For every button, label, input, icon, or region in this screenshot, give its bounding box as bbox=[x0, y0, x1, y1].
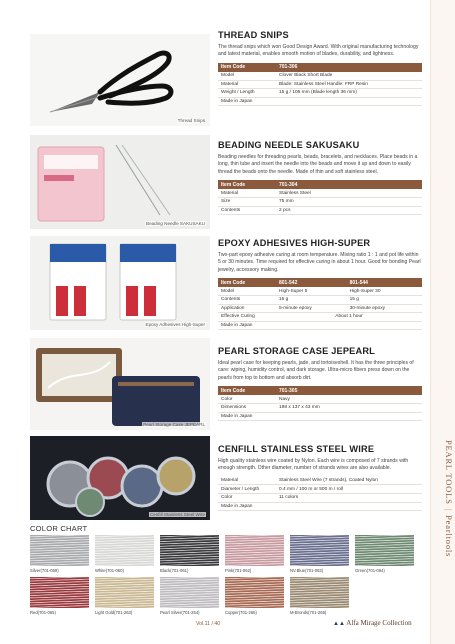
spec-head-value: 701-305 bbox=[276, 386, 422, 395]
spec-value: 5-minute epoxy bbox=[276, 304, 347, 313]
spec-value: 2 pcs bbox=[276, 206, 422, 215]
color-swatch bbox=[95, 577, 154, 615]
product-title: EPOXY ADHESIVES HIGH-SUPER bbox=[218, 238, 371, 248]
swatch-label: Red(701-065) bbox=[30, 610, 56, 615]
swatch-image bbox=[30, 535, 89, 566]
photo-caption: Beading Needle SAKUSAKU bbox=[146, 221, 205, 226]
spec-key: Made in Japan bbox=[218, 412, 276, 421]
product-title: BEADING NEEDLE SAKUSAKU bbox=[218, 140, 360, 150]
color-swatch bbox=[160, 535, 219, 573]
spec-key: Dimensions bbox=[218, 404, 276, 413]
spec-table bbox=[218, 477, 422, 511]
swatch-image bbox=[160, 535, 219, 566]
product-info bbox=[218, 238, 422, 330]
product-photo bbox=[30, 436, 210, 520]
spec-value bbox=[276, 97, 422, 106]
photo-caption: Thread Snips bbox=[177, 118, 205, 123]
swatch-label: White(701-060) bbox=[95, 568, 124, 573]
spec-value: 11 colors bbox=[276, 494, 422, 503]
swatch-image bbox=[355, 535, 414, 566]
swatch-label: Black(701-061) bbox=[160, 568, 189, 573]
sidebar-separator: | bbox=[444, 508, 454, 512]
spec-head-key: Item Code bbox=[218, 180, 276, 189]
swatch-image bbox=[225, 535, 284, 566]
product-description: Two-part epoxy adhesive curing at room temperature. Mixing ratio 1 : 1 and pot life within 5 or 30 minutes. Time required for effective curing in about 1 hour. Good for bonding Pearl jewelry, accessory making. bbox=[218, 252, 421, 273]
color-swatch bbox=[30, 577, 89, 615]
spec-table bbox=[218, 278, 422, 330]
product-description: High quality stainless wire coated by Nylon. Each wire is composed of 7 strands with enough strength. Other diameter, number of strands wires are also available. bbox=[218, 458, 409, 472]
product-photo bbox=[30, 338, 210, 430]
spec-key: Made in Japan bbox=[218, 97, 276, 106]
spec-value: Clover Black Short Blade bbox=[276, 72, 422, 80]
spec-key: Made in Japan bbox=[218, 502, 276, 511]
spec-key: Application bbox=[218, 304, 276, 313]
color-swatch bbox=[225, 535, 284, 573]
spec-key: Color bbox=[218, 494, 276, 503]
spec-key: Contents bbox=[218, 206, 276, 215]
spec-value: About 1 hour bbox=[276, 313, 422, 322]
brand-name: Alfa Mirage Collection bbox=[346, 619, 412, 627]
spec-value: High-Super 5 bbox=[276, 287, 347, 295]
wire-spools-icon bbox=[30, 436, 210, 520]
swatch-image bbox=[95, 535, 154, 566]
spec-value: 15 g / 105 mm (Blade length 36 mm) bbox=[276, 89, 422, 98]
swatch-label: M-Bronds(701-266) bbox=[290, 610, 327, 615]
swatch-image bbox=[225, 577, 284, 608]
spec-key: Made in Japan bbox=[218, 321, 276, 330]
swatch-label: Pearl Silver(701-264) bbox=[160, 610, 200, 615]
swatch-image bbox=[290, 535, 349, 566]
product-title: THREAD SNIPS bbox=[218, 30, 289, 40]
swatch-label: Green(701-064) bbox=[355, 568, 385, 573]
swatch-label: Silver(701-059) bbox=[30, 568, 59, 573]
product-description: Beading needles for threading pearls, beads, bracelets, and necklaces. Place beads in a long, thin tube and insert the needle into the beads and move it up and down to easily thread the beads onto the needle. Made of thin and soft stainless steel. bbox=[218, 154, 418, 175]
spec-head-value: 701-304 bbox=[276, 180, 422, 189]
spec-table bbox=[218, 63, 422, 107]
sidebar-title: PEARL TOOLS bbox=[444, 440, 454, 505]
needle-package-icon bbox=[30, 135, 210, 229]
spec-table bbox=[218, 386, 422, 421]
spec-value: Navy bbox=[276, 395, 422, 403]
spec-table bbox=[218, 180, 422, 215]
product-info bbox=[218, 346, 422, 421]
product-description: Ideal pearl case for keeping pearls, jade, and tortoiseshell. It has the three principles of care: wiping, humidity control, and dark storage. Ultra-micro fibers press down on the pearls from top to bottom and absorb dirt. bbox=[218, 360, 414, 381]
swatch-label: Light Gold(701-263) bbox=[95, 610, 133, 615]
spec-value: 15 g bbox=[276, 296, 347, 305]
spec-key: Material bbox=[218, 189, 276, 197]
spec-value: 75 mm bbox=[276, 198, 422, 207]
swatch-image bbox=[95, 577, 154, 608]
color-swatch bbox=[95, 535, 154, 573]
product-title: CENFILL STAINLESS STEEL WIRE bbox=[218, 444, 375, 454]
color-swatch bbox=[355, 535, 414, 573]
spec-head-key: Item Code bbox=[218, 63, 276, 72]
spec-value: Stainless Steel Wire (7 strands), Coated Nylon bbox=[276, 477, 422, 485]
swatch-label: NV.Blue(701-063) bbox=[290, 568, 324, 573]
color-swatch bbox=[160, 577, 219, 615]
spec-head-key: Item Code bbox=[218, 386, 276, 395]
spec-head-value: 801-544 bbox=[347, 278, 422, 287]
spec-key: Contents bbox=[218, 296, 276, 305]
spec-value: 15 g bbox=[347, 296, 422, 305]
storage-case-icon bbox=[30, 338, 210, 430]
scissors-icon bbox=[30, 34, 210, 126]
spec-value: 198 x 137 x 43 mm bbox=[276, 404, 422, 413]
photo-caption: Epoxy Adhesives High-Super bbox=[145, 322, 205, 327]
sidebar-section-label bbox=[434, 440, 454, 560]
swatch-image bbox=[30, 577, 89, 608]
color-swatch bbox=[290, 577, 349, 615]
spec-key: Material bbox=[218, 80, 276, 89]
spec-value: 30-minute epoxy bbox=[347, 304, 422, 313]
spec-key: Material bbox=[218, 477, 276, 485]
spec-key: Model bbox=[218, 72, 276, 80]
spec-key: Model bbox=[218, 287, 276, 295]
spec-value bbox=[276, 502, 422, 511]
color-chart-title: COLOR CHART bbox=[30, 524, 88, 533]
product-description: The thread snips which won Good Design Award. With original manufacturing technology and latest material, enables smooth motion of blades, durability, and lightness. bbox=[218, 44, 419, 58]
photo-caption: Pearl Storage Case JEPEARL bbox=[143, 422, 205, 427]
spec-head-value: 701-306 bbox=[276, 63, 422, 72]
product-photo bbox=[30, 236, 210, 330]
swatch-image bbox=[290, 577, 349, 608]
spec-key: Weight / Length bbox=[218, 89, 276, 98]
swatch-label: Copper(701-265) bbox=[225, 610, 257, 615]
spec-head-value: 801-542 bbox=[276, 278, 347, 287]
color-swatch bbox=[290, 535, 349, 573]
color-swatch bbox=[30, 535, 89, 573]
product-photo bbox=[30, 135, 210, 229]
spec-value: High-Super 30 bbox=[347, 287, 422, 295]
spec-value: 0.4 mm / 100 m or 500 m / roll bbox=[276, 485, 422, 494]
spec-key: Size bbox=[218, 198, 276, 207]
swatch-label: Pink(701-062) bbox=[225, 568, 252, 573]
color-swatch bbox=[225, 577, 284, 615]
product-info bbox=[218, 140, 422, 215]
product-photo bbox=[30, 34, 210, 126]
product-title: PEARL STORAGE CASE JEPEARL bbox=[218, 346, 375, 356]
brand-logo-icon: ▲▲ bbox=[333, 621, 345, 627]
spec-head-key: Item Code bbox=[218, 278, 276, 287]
page-number: Vol.11 / 40 bbox=[196, 621, 221, 627]
spec-value bbox=[276, 412, 422, 421]
spec-key: Diameter / Length bbox=[218, 485, 276, 494]
photo-caption: Cenfill Stainless Steel Wire bbox=[149, 512, 205, 517]
product-info bbox=[218, 444, 422, 511]
spec-key: Color bbox=[218, 395, 276, 403]
spec-value: Stainless Steel bbox=[276, 189, 422, 197]
brand-footer bbox=[333, 619, 412, 627]
section-sidebar bbox=[430, 0, 455, 644]
spec-value: Blade: Stainless Steel Handle: FRP Resin bbox=[276, 80, 422, 89]
sidebar-subtitle: Pearltools bbox=[444, 515, 454, 558]
swatch-image bbox=[160, 577, 219, 608]
adhesive-package-icon bbox=[30, 236, 210, 330]
spec-key: Effective Curing bbox=[218, 313, 276, 322]
product-info bbox=[218, 30, 422, 106]
